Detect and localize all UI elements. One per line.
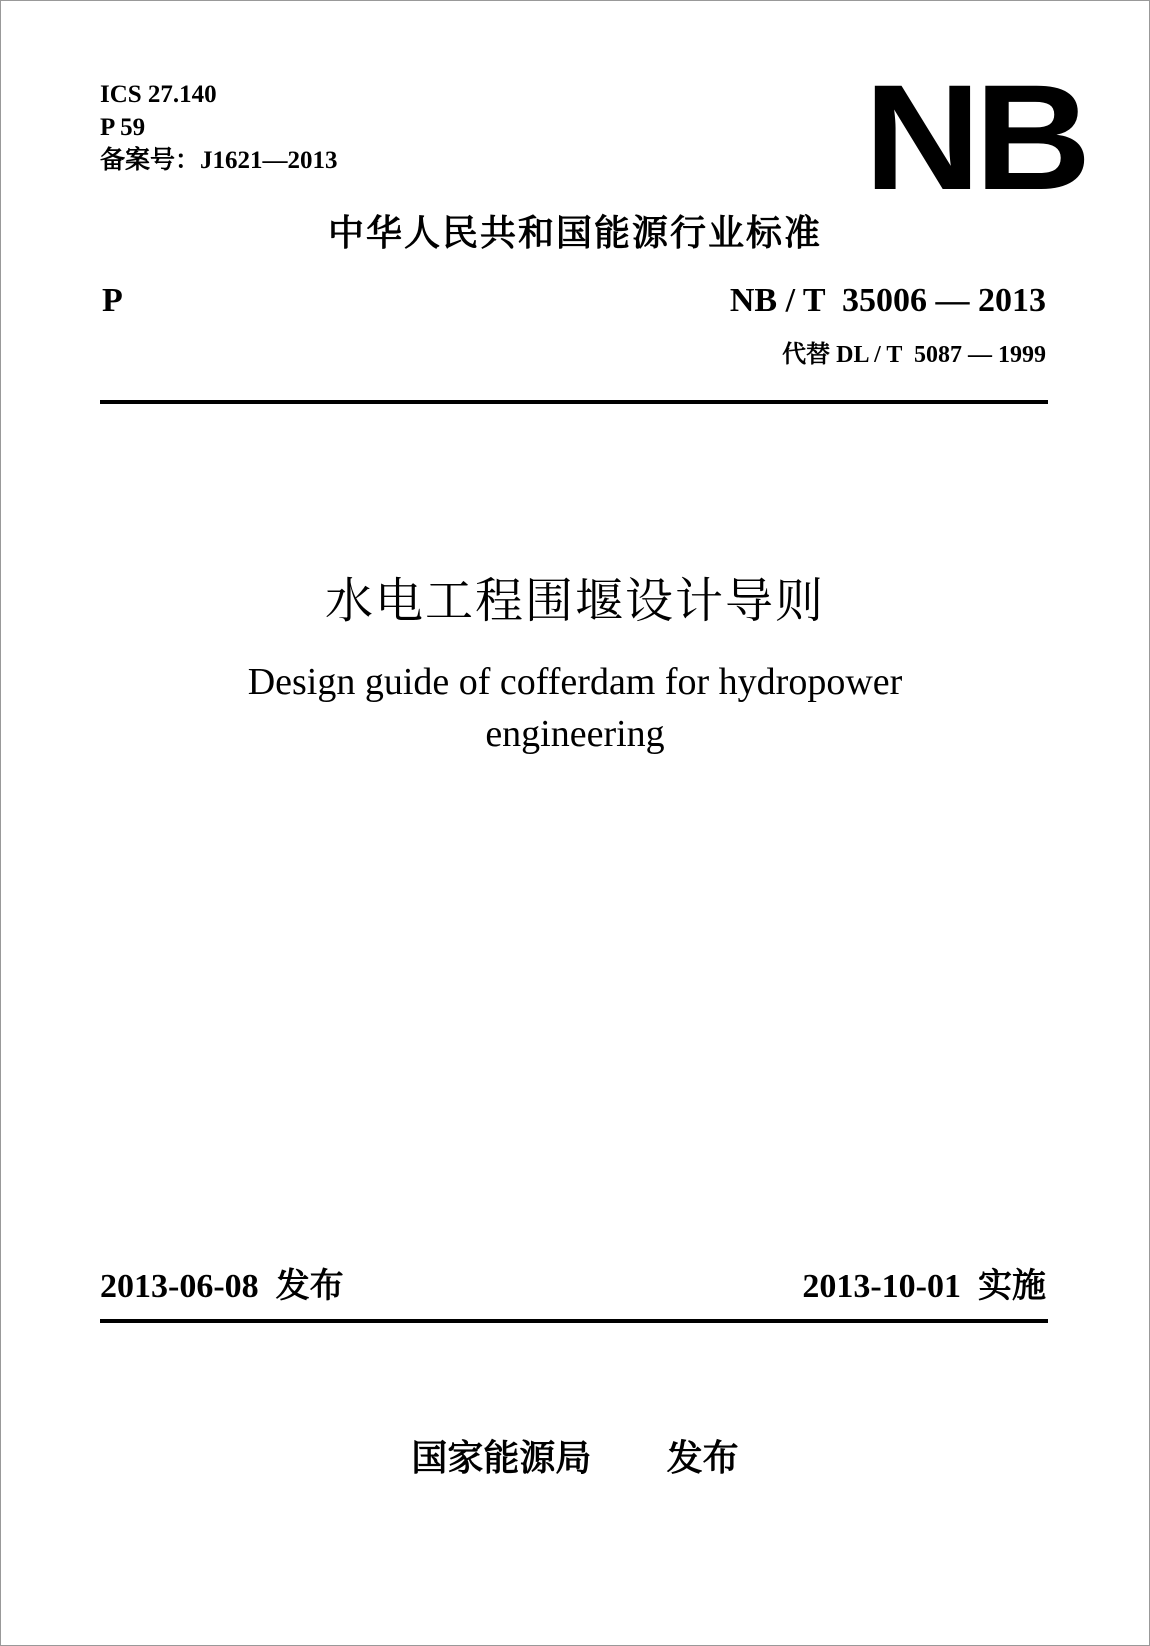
chinese-title: 水电工程围堰设计导则 <box>324 573 825 629</box>
english-title-line-2: engineering <box>485 713 665 755</box>
classification-code: P <box>102 282 123 319</box>
nb-logo: NB <box>864 53 1086 221</box>
standard-number: NB / T 35006 — 2013 <box>729 282 1046 319</box>
publisher: 国家能源局 发布 <box>411 1438 739 1479</box>
top-divider <box>100 400 1048 404</box>
ics-block <box>100 78 338 177</box>
ics-code: ICS 27.140 <box>100 81 217 108</box>
p-code: P 59 <box>100 114 146 141</box>
issue-date: 2013-06-08 发布 <box>100 1268 344 1305</box>
english-title-line-1: Design guide of cofferdam for hydropower <box>247 661 903 703</box>
industry-title: 中华人民共和国能源行业标准 <box>327 213 822 254</box>
english-title <box>0 656 1150 760</box>
effective-date: 2013-10-01 实施 <box>802 1268 1046 1305</box>
bottom-divider <box>100 1319 1048 1323</box>
replaces-standard: 代替 DL / T 5087 — 1999 <box>782 342 1046 368</box>
record-number: 备案号：J1621—2013 <box>100 147 338 174</box>
